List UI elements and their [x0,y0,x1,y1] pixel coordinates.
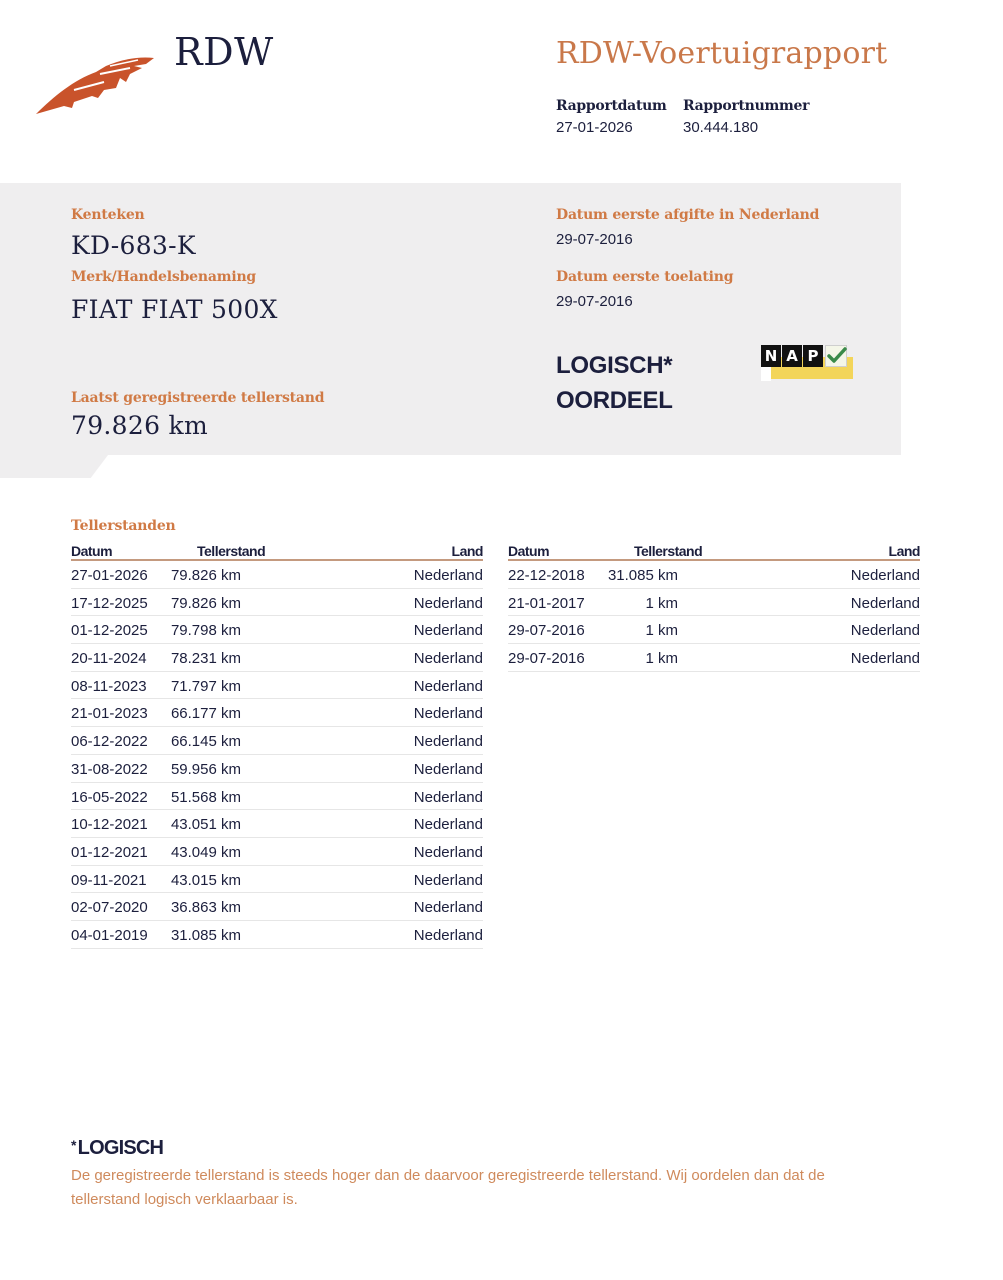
readings-table-left [71,541,483,949]
report-number-block [683,98,809,136]
table-row [71,699,483,727]
cell-date: 06-12-2022 [71,733,148,751]
cell-date: 02-07-2020 [71,899,148,917]
table-row [71,921,483,949]
first-admission-label: Datum eerste toelating [556,269,734,285]
cell-country: Nederland [413,871,483,889]
footnote-title [71,1137,163,1160]
table-row [71,893,483,921]
cell-country: Nederland [413,650,483,668]
cell-date: 04-01-2019 [71,926,148,944]
report-date-value: 27-01-2026 [556,119,633,136]
cell-date: 01-12-2025 [71,622,148,640]
cell-odometer: 59.956 km [170,760,241,778]
cell-date: 08-11-2023 [71,677,147,695]
cell-date: 10-12-2021 [71,816,148,834]
footnote-text: De geregistreerde tellerstand is steeds hoger dan de daarvoor geregistreerde tellerstand. Wij oordelen dan dat de tellerstand logisch verklaarbaar is. [71,1167,825,1208]
plate-label: Kenteken [71,207,145,223]
brand-value: FIAT FIAT 500X [71,295,278,324]
cell-date: 01-12-2021 [71,843,148,861]
nap-letter-p: P [803,345,823,367]
column-header-date: Datum [508,543,550,559]
footnote-asterisk: * [71,1137,76,1153]
cell-odometer: 51.568 km [170,788,241,806]
nap-letter-a: A [782,345,802,367]
nap-letter-n: N [761,345,781,367]
cell-date: 16-05-2022 [71,788,148,806]
cell-country: Nederland [850,622,920,640]
cell-date: 22-12-2018 [508,567,585,584]
table-row [71,589,483,617]
table-row [508,616,920,644]
table-row [71,616,483,644]
column-header-country: Land [888,543,920,559]
cell-odometer: 66.145 km [170,733,241,751]
cell-odometer: 43.051 km [170,816,241,834]
cell-odometer: 78.231 km [170,650,241,668]
cell-odometer: 43.015 km [170,871,241,889]
table-row [508,644,920,672]
cell-date: 09-11-2021 [71,871,147,889]
cell-odometer: 1 km [645,622,678,640]
table-row [71,561,483,589]
nap-badge [761,345,853,381]
rdw-feather-logo-icon [34,52,158,116]
cell-odometer: 1 km [645,594,678,612]
cell-odometer: 1 km [645,650,678,668]
table-row [508,561,920,589]
table-header [71,541,483,561]
table-header [508,541,920,561]
column-header-odometer: Tellerstand [197,543,266,559]
cell-country: Nederland [413,816,483,834]
table-row [71,866,483,894]
first-admission-value: 29-07-2016 [556,293,633,310]
cell-date: 29-07-2016 [508,650,585,668]
table-row [71,810,483,838]
verdict-line-1: LOGISCH* [556,352,673,379]
check-icon [825,345,847,367]
odometer-value: 79.826 km [71,411,208,440]
cell-country: Nederland [850,650,920,668]
table-row [508,589,920,617]
cell-country: Nederland [413,677,483,695]
cell-date: 21-01-2023 [71,705,148,723]
cell-odometer: 79.826 km [170,594,241,612]
report-date-label: Rapportdatum [556,98,667,114]
report-number-value: 30.444.180 [683,119,759,136]
table-row [71,727,483,755]
cell-date: 31-08-2022 [71,760,148,778]
column-header-date: Datum [71,543,113,559]
odometer-label: Laatst geregistreerde tellerstand [71,390,325,406]
cell-country: Nederland [850,594,920,612]
cell-country: Nederland [413,567,483,584]
cell-date: 29-07-2016 [508,622,585,640]
cell-odometer: 31.085 km [170,926,241,944]
cell-odometer: 79.798 km [170,622,241,640]
report-title: RDW-Voertuigrapport [556,36,888,71]
plate-value: KD-683-K [71,231,196,260]
table-row [71,838,483,866]
cell-date: 20-11-2024 [71,650,147,668]
verdict-line-2: OORDEEL [556,387,673,414]
table-row [71,783,483,811]
cell-date: 27-01-2026 [71,567,148,584]
cell-odometer: 66.177 km [170,705,241,723]
cell-country: Nederland [413,760,483,778]
cell-odometer: 79.826 km [170,567,241,584]
nap-corner [761,367,771,381]
cell-country: Nederland [850,567,920,584]
first-issue-nl-label: Datum eerste afgifte in Nederland [556,207,820,223]
cell-date: 17-12-2025 [71,594,148,612]
column-header-odometer: Tellerstand [634,543,703,559]
readings-table-right [508,541,920,672]
cell-date: 21-01-2017 [508,594,585,612]
table-row [71,644,483,672]
cell-country: Nederland [413,622,483,640]
cell-country: Nederland [413,899,483,917]
cell-odometer: 31.085 km [607,567,678,584]
readings-title: Tellerstanden [71,518,176,534]
logo-text: RDW [174,30,274,74]
table-row [71,755,483,783]
report-number-label: Rapportnummer [683,98,810,114]
cell-country: Nederland [413,843,483,861]
verdict [556,348,673,418]
column-header-country: Land [451,543,483,559]
cell-odometer: 36.863 km [170,899,241,917]
cell-odometer: 71.797 km [170,677,241,695]
panel-tab-decoration [0,455,108,478]
cell-country: Nederland [413,788,483,806]
cell-country: Nederland [413,926,483,944]
report-date-block [556,98,667,136]
footnote-title-text: LOGISCH [77,1137,164,1159]
first-issue-nl-value: 29-07-2016 [556,231,633,248]
table-row [71,672,483,700]
cell-country: Nederland [413,594,483,612]
cell-country: Nederland [413,705,483,723]
brand-label: Merk/Handelsbenaming [71,269,257,285]
cell-country: Nederland [413,733,483,751]
cell-odometer: 43.049 km [170,843,241,861]
